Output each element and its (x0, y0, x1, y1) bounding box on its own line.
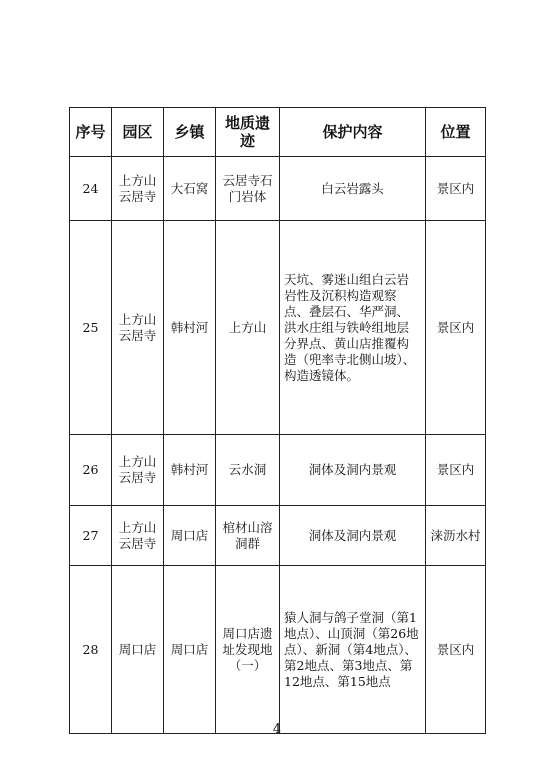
header-protection-content: 保护内容 (280, 108, 426, 157)
cell-serial-number: 25 (70, 221, 112, 435)
geological-heritage-table (69, 107, 486, 734)
cell-serial-number: 26 (70, 435, 112, 506)
table-row (70, 157, 486, 221)
cell-geological-site: 棺材山溶洞群 (216, 506, 280, 566)
cell-location: 景区内 (426, 157, 486, 221)
cell-park: 上方山云居寺 (112, 221, 164, 435)
cell-protection-content: 天坑、雾迷山组白云岩岩性及沉积构造观察点、叠层石、华严洞、洪水庄组与铁岭组地层分界点、黄山店推覆构造（兜率寺北侧山坡）、构造透镜体。 (280, 221, 426, 435)
header-serial-number: 序号 (70, 108, 112, 157)
header-park: 园区 (112, 108, 164, 157)
cell-park: 上方山云居寺 (112, 435, 164, 506)
table-row (70, 221, 486, 435)
cell-protection-content: 猿人洞与鸽子堂洞（第1地点）、山顶洞（第26地点）、新洞（第4地点）、第2地点、第3地点、第12地点、第15地点 (280, 566, 426, 734)
cell-protection-content: 洞体及洞内景观 (280, 435, 426, 506)
header-town: 乡镇 (164, 108, 216, 157)
table-row (70, 566, 486, 734)
cell-town: 韩村河 (164, 435, 216, 506)
page-number: 4 (272, 722, 282, 737)
table-row (70, 506, 486, 566)
cell-geological-site: 上方山 (216, 221, 280, 435)
cell-town: 周口店 (164, 506, 216, 566)
cell-serial-number: 24 (70, 157, 112, 221)
cell-geological-site: 云居寺石门岩体 (216, 157, 280, 221)
table-header-row (70, 108, 486, 157)
cell-serial-number: 27 (70, 506, 112, 566)
cell-town: 周口店 (164, 566, 216, 734)
cell-location: 涞沥水村 (426, 506, 486, 566)
cell-town: 韩村河 (164, 221, 216, 435)
cell-serial-number: 28 (70, 566, 112, 734)
table-row (70, 435, 486, 506)
cell-location: 景区内 (426, 221, 486, 435)
cell-town: 大石窝 (164, 157, 216, 221)
header-geological-site: 地质遗迹 (216, 108, 280, 157)
header-location: 位置 (426, 108, 486, 157)
cell-protection-content: 白云岩露头 (280, 157, 426, 221)
cell-location: 景区内 (426, 566, 486, 734)
cell-geological-site: 周口店遗址发现地（一） (216, 566, 280, 734)
cell-park: 周口店 (112, 566, 164, 734)
cell-park: 上方山云居寺 (112, 157, 164, 221)
cell-geological-site: 云水洞 (216, 435, 280, 506)
cell-park: 上方山云居寺 (112, 506, 164, 566)
cell-protection-content: 洞体及洞内景观 (280, 506, 426, 566)
cell-location: 景区内 (426, 435, 486, 506)
